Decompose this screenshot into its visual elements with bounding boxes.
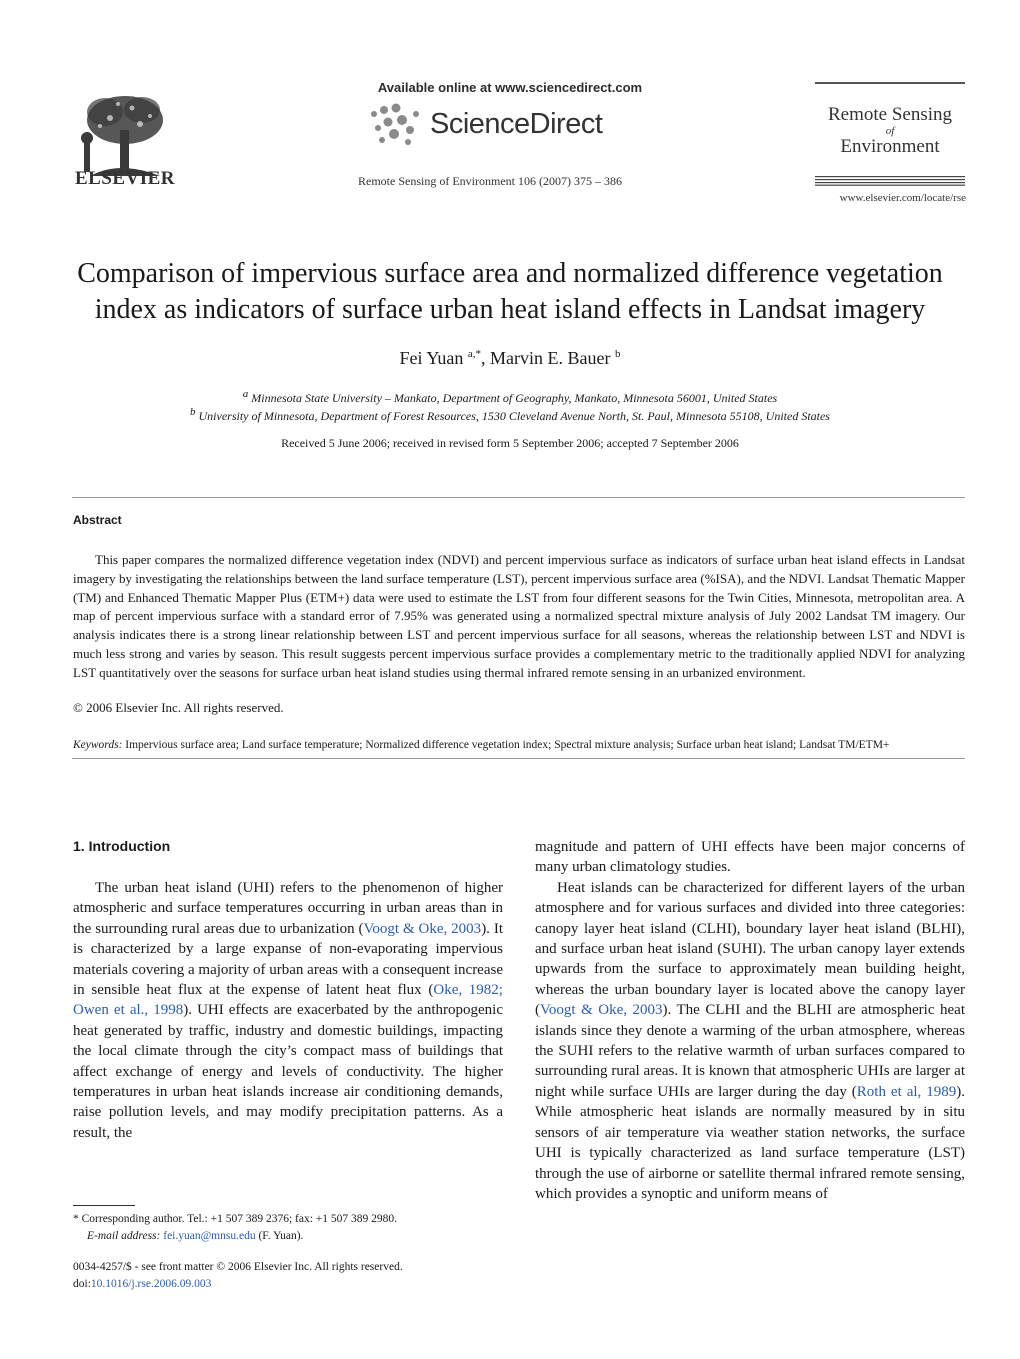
journal-logo-rule — [815, 82, 965, 84]
doi-label: doi: — [73, 1278, 91, 1290]
sciencedirect-wordmark: ScienceDirect — [430, 108, 603, 140]
footnote-corresponding — [73, 1211, 503, 1228]
author-separator: , — [481, 348, 490, 368]
keywords-label: Keywords: — [73, 739, 123, 751]
footnote-rule — [73, 1205, 135, 1206]
affiliation-b-mark: b — [190, 406, 196, 418]
affiliation-a-text: Minnesota State University – Mankato, Department of Geography, Mankato, Minnesota 56001, United States — [251, 391, 778, 405]
footnote — [73, 1211, 503, 1245]
paragraph-text: ). While atmospheric heat islands are normally measured by in situ sensors of air temperature via weather station networks, the surface UHI is typically characterized as land surface temperature (LST) through the use of airborne or satellite thermal infrared remote sensing, which provides a synoptic and uniform means of — [535, 1083, 965, 1202]
section-heading-introduction: 1. Introduction — [73, 838, 171, 854]
doi-link[interactable]: 10.1016/j.rse.2006.09.003 — [90, 1278, 212, 1290]
footnote-mark: * — [73, 1213, 79, 1225]
email-link[interactable]: fei.yuan@mnsu.edu — [163, 1230, 256, 1242]
journal-logo-stripes-icon — [815, 176, 965, 186]
issn-block — [73, 1259, 403, 1293]
doi-line — [73, 1276, 403, 1293]
email-label: E-mail address: — [87, 1230, 161, 1242]
affiliation-a-mark: a — [242, 388, 249, 400]
paragraph-text: ). The CLHI and the BLHI are atmospheric heat islands since they denote a warming of the urban atmosphere, whereas the SUHI refers to the relative warmth of urban surfaces compared to surrounding rural areas. It is known that atmospheric UHIs are larger at night while surface UHIs are larger during the day ( — [535, 1002, 965, 1100]
citation-oke-owen[interactable]: Oke, 1982; Owen et al., 1998 — [73, 982, 503, 1019]
keywords-list: Impervious surface area; Land surface temperature; Normalized difference vegetation index; Spectral mixture analysis; Surface urban heat island; Landsat TM/ETM+ — [125, 739, 890, 751]
intro-paragraph-1 — [73, 878, 503, 1143]
title-line-2: index as indicators of surface urban heat island effects in Landsat imagery — [94, 294, 926, 325]
citation-voogt-oke-2003[interactable]: Voogt & Oke, 2003 — [363, 920, 482, 937]
paragraph-text: The urban heat island (UHI) refers to the phenomenon of higher atmospheric and surface temperatures occurring in urban areas than in the surrounding rural areas due to urbanization ( — [73, 880, 503, 937]
author-1: Fei Yuan — [399, 348, 464, 368]
affiliation-a — [60, 388, 960, 406]
right-column — [535, 837, 965, 1204]
author-1-affiliation-mark[interactable]: a,* — [467, 348, 481, 360]
title-line-1: Comparison of impervious surface area and normalized difference vegetation — [77, 258, 943, 289]
journal-url[interactable]: www.elsevier.com/locate/rse — [839, 192, 966, 204]
intro-paragraph-2 — [535, 878, 965, 1205]
article-title — [60, 256, 960, 328]
email-suffix: (F. Yuan). — [258, 1230, 304, 1242]
received-dates: Received 5 June 2006; received in revised form 5 September 2006; accepted 7 September 2006 — [281, 436, 739, 450]
journal-logo-line3: Environment — [840, 136, 940, 157]
abstract-bottom-divider — [72, 758, 965, 759]
abstract-copyright: © 2006 Elsevier Inc. All rights reserved. — [73, 700, 284, 715]
abstract-heading: Abstract — [73, 513, 122, 527]
citation-voogt-oke-2003-b[interactable]: Voogt & Oke, 2003 — [540, 1002, 663, 1019]
author-2: Marvin E. Bauer — [490, 348, 611, 368]
journal-logo — [815, 104, 965, 158]
paragraph-text: ). It is characterized by a large expanse of non-evaporating impervious materials covering a majority of urban areas with a consequent increase in sensible heat flux at the expense of latent heat flux ( — [73, 920, 503, 999]
affiliation-b-text: University of Minnesota, Department of Forest Resources, 1530 Cleveland Avenue North, St. Paul, Minnesota 55108, United States — [198, 409, 830, 423]
author-list — [60, 348, 960, 369]
footnote-email — [73, 1228, 503, 1245]
intro-paragraph-continued: magnitude and pattern of UHI effects have been major concerns of many urban climatology studies. — [535, 839, 965, 876]
available-online-text: Available online at www.sciencedirect.com — [377, 80, 643, 95]
citation-roth-1989[interactable]: Roth et al, 1989 — [856, 1083, 957, 1100]
abstract-top-divider — [72, 497, 965, 498]
abstract-text: This paper compares the normalized difference vegetation index (NDVI) and percent impervious surface as indicators of surface urban heat island effects in Landsat imagery by investigating the relationships between the land surface temperature (LST), percent impervious surface area (%ISA), and the NDVI. Landsat Thematic Mapper (TM) and Enhanced Thematic Mapper Plus (ETM+) data were used to estimate the LST from four different seasons for the Twin Cities, Minnesota, metropolitan area. A map of percent impervious surface with a standard error of 7.95% was generated using a normalized spectral mixture analysis of July 2002 Landsat TM imagery. Our analysis indicates there is a strong linear relationship between LST and percent impervious surface for all seasons, whereas the relationship between LST and NDVI is much less strong and varies by season. This result suggests percent impervious surface provides a complementary metric to the traditionally applied NDVI for analyzing LST quantitatively over the seasons for surface urban heat island studies using thermal infrared remote sensing in an urbanized environment. — [73, 552, 965, 680]
issn-text: 0034-4257/$ - see front matter © 2006 Elsevier Inc. All rights reserved. — [73, 1261, 403, 1273]
corresponding-author-text: Corresponding author. Tel.: +1 507 389 2376; fax: +1 507 389 2980. — [81, 1213, 398, 1225]
left-column — [73, 878, 503, 1143]
publisher-name: ELSEVIER — [74, 168, 176, 189]
author-2-affiliation-mark[interactable]: b — [614, 348, 621, 360]
journal-reference: Remote Sensing of Environment 106 (2007) 375 – 386 — [358, 174, 622, 188]
journal-logo-line1: Remote Sensing — [827, 104, 953, 125]
paragraph-text: ). UHI effects are exacerbated by the anthropogenic heat generated by traffic, industry and domestic buildings, impacting the local climate through the city’s compact mass of buildings that affect exchange of energy and levels of conductivity. The higher temperatures in urban heat islands increase air conditioning demands, raise pollution levels, and may modify precipitation patterns. As a result, the — [73, 1002, 503, 1141]
keywords — [73, 737, 965, 754]
paragraph-text: Heat islands can be characterized for different layers of the urban atmosphere and for various surfaces and divided into three categories: canopy layer heat island (CLHI), boundary layer heat island (BLHI), and surface urban heat island (SUHI). The urban canopy layer extends upwards from the surface to approximately mean building height, whereas the urban boundary layer is located above the canopy layer ( — [535, 879, 965, 1019]
affiliation-b — [60, 406, 960, 424]
journal-logo-line2: of — [885, 125, 895, 137]
